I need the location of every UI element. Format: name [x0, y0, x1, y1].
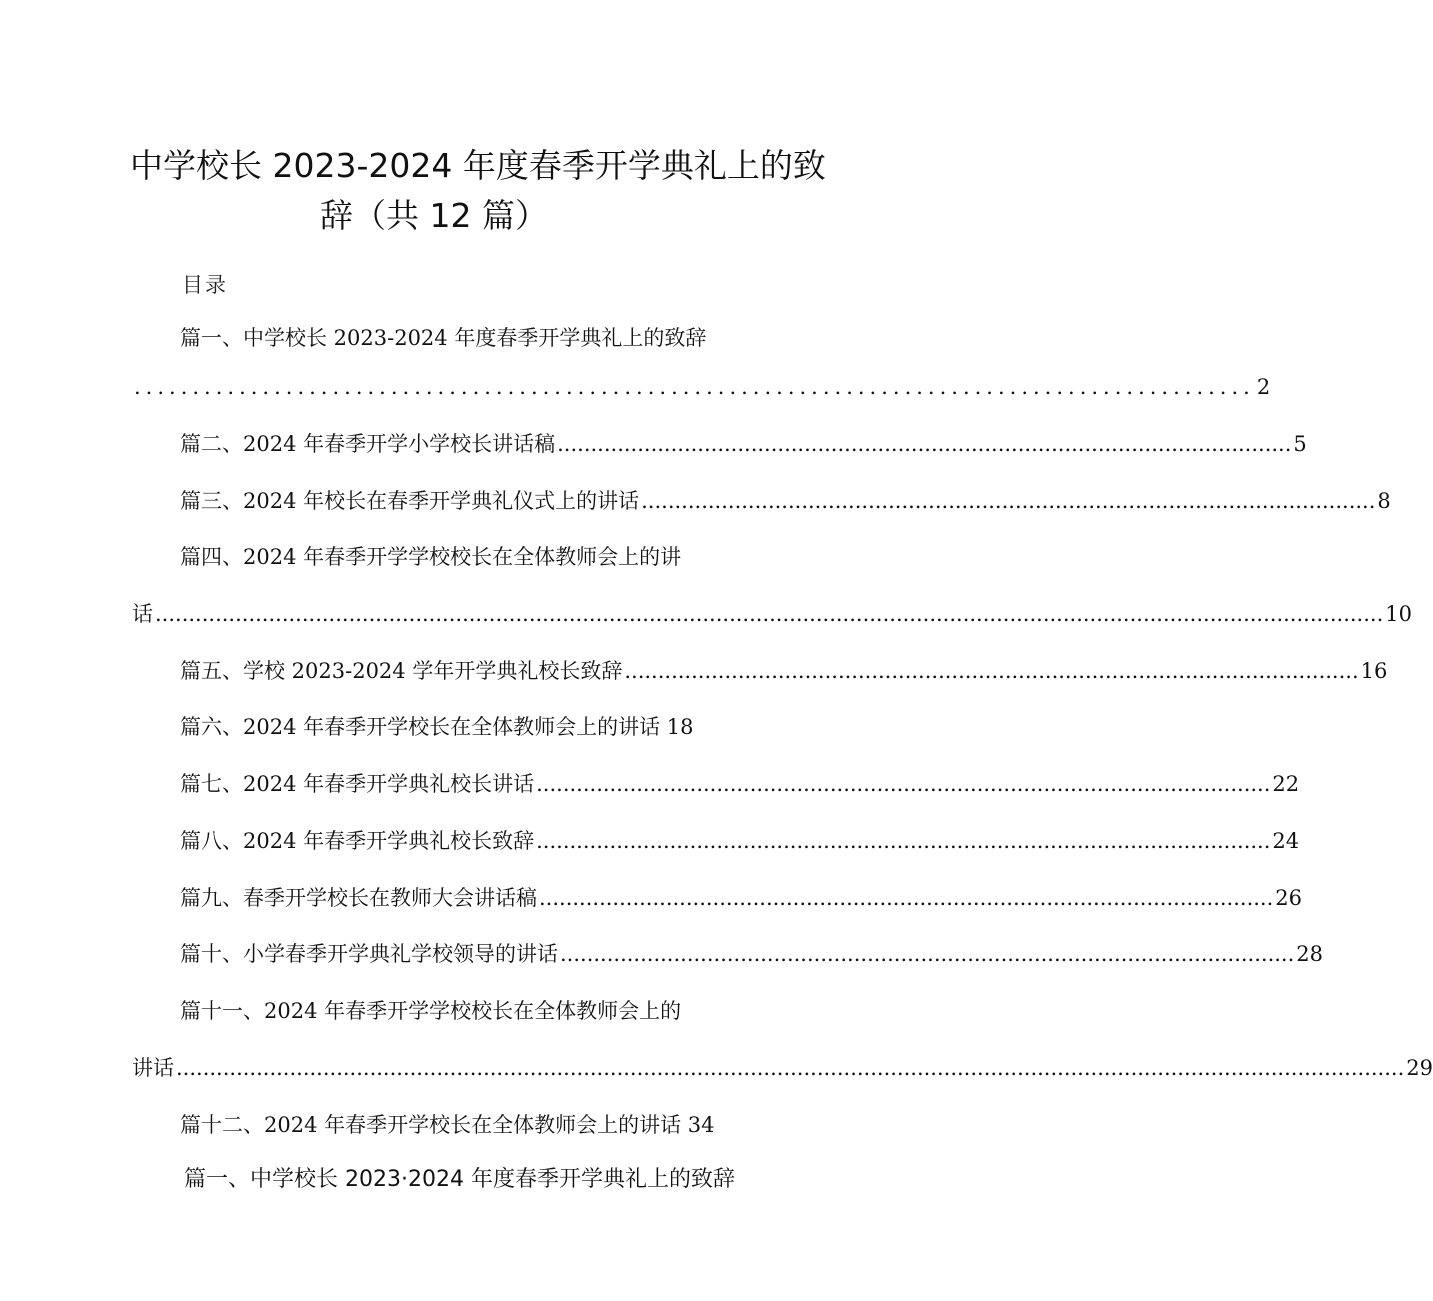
- toc-entry-text: 篇六、2024 年春季开学校长在全体教师会上的讲话 18: [180, 715, 694, 739]
- toc-entry-8[interactable]: [180, 825, 1300, 855]
- toc-entry-9[interactable]: [180, 882, 1303, 912]
- section-heading: 篇一、中学校长 2023·2024 年度春季开学典礼上的致辞: [184, 1167, 735, 1192]
- toc-entry-text: 篇八、2024 年春季开学典礼校长致辞: [180, 829, 535, 853]
- toc-leader-dots: ..............................................................................................................: [557, 432, 1292, 456]
- toc-leader-dots: ................................................................................................: [134, 375, 1255, 399]
- toc-page-number: 5: [1293, 432, 1307, 456]
- toc-entry-1-continuation[interactable]: [132, 375, 1271, 399]
- toc-page-number: 22: [1272, 772, 1300, 796]
- toc-label: 目录: [182, 273, 228, 297]
- toc-leader-dots: ..............................................................................................................: [560, 942, 1295, 966]
- toc-leader-dots: ..............................................................................................................: [641, 489, 1376, 513]
- toc-entry-7[interactable]: [180, 768, 1300, 798]
- toc-entry-11[interactable]: [180, 995, 740, 1025]
- toc-entry-4[interactable]: [180, 541, 740, 571]
- toc-page-number: 8: [1377, 489, 1391, 513]
- toc-entry-text: 篇五、学校 2023-2024 学年开学典礼校长致辞: [180, 659, 623, 683]
- toc-entry-text: 篇九、春季开学校长在教师大会讲话稿: [180, 886, 537, 910]
- toc-leader-dots: ........................................................................................................................................................................................: [176, 1056, 1405, 1080]
- toc-entry-text: 篇十、小学春季开学典礼学校领导的讲话: [180, 942, 558, 966]
- toc-entry-4-continuation[interactable]: [132, 598, 1412, 628]
- toc-entry-text: 篇三、2024 年校长在春季开学典礼仪式上的讲话: [180, 489, 640, 513]
- toc-page-number: 29: [1406, 1056, 1433, 1080]
- toc-leader-dots: ..............................................................................................................: [536, 829, 1271, 853]
- toc-page-number: 26: [1275, 886, 1303, 910]
- toc-entry-text: 篇十二、2024 年春季开学校长在全体教师会上的讲话 34: [180, 1113, 715, 1137]
- toc-leader-dots: ..............................................................................................................: [624, 659, 1359, 683]
- toc-page-number: 2: [1256, 375, 1271, 399]
- toc-entry-text: 篇四、2024 年春季开学学校校长在全体教师会上的讲: [180, 545, 682, 569]
- toc-entry-5[interactable]: [180, 655, 1388, 685]
- document-title-line-2: 辞（共 12 篇）: [320, 196, 548, 235]
- toc-entry-text: 话: [132, 602, 153, 626]
- toc-leader-dots: ..............................................................................................................: [539, 886, 1274, 910]
- toc-page-number: 28: [1296, 942, 1324, 966]
- toc-entry-2[interactable]: [180, 428, 1307, 458]
- toc-entry-12[interactable]: [180, 1109, 760, 1139]
- toc-entry-text: 篇二、2024 年春季开学小学校长讲话稿: [180, 432, 556, 456]
- toc-entry-11-continuation[interactable]: [132, 1052, 1433, 1082]
- document-title-line-1: 中学校长 2023-2024 年度春季开学典礼上的致: [130, 146, 826, 185]
- toc-entry-6[interactable]: [180, 711, 740, 741]
- toc-entry-text: 讲话: [132, 1056, 174, 1080]
- toc-page-number: 10: [1385, 602, 1412, 626]
- toc-entry-text: 篇十一、2024 年春季开学学校校长在全体教师会上的: [180, 999, 682, 1023]
- toc-entry-1[interactable]: [180, 322, 740, 352]
- toc-entry-text: 篇一、中学校长 2023-2024 年度春季开学典礼上的致辞: [180, 326, 707, 350]
- toc-entry-text: 篇七、2024 年春季开学典礼校长讲话: [180, 772, 535, 796]
- toc-leader-dots: ..............................................................................................................: [536, 772, 1271, 796]
- toc-entry-3[interactable]: [180, 485, 1391, 515]
- toc-page-number: 24: [1272, 829, 1300, 853]
- toc-leader-dots: ........................................................................................................................................................................................: [155, 602, 1384, 626]
- toc-entry-10[interactable]: [180, 938, 1324, 968]
- toc-page-number: 16: [1360, 659, 1388, 683]
